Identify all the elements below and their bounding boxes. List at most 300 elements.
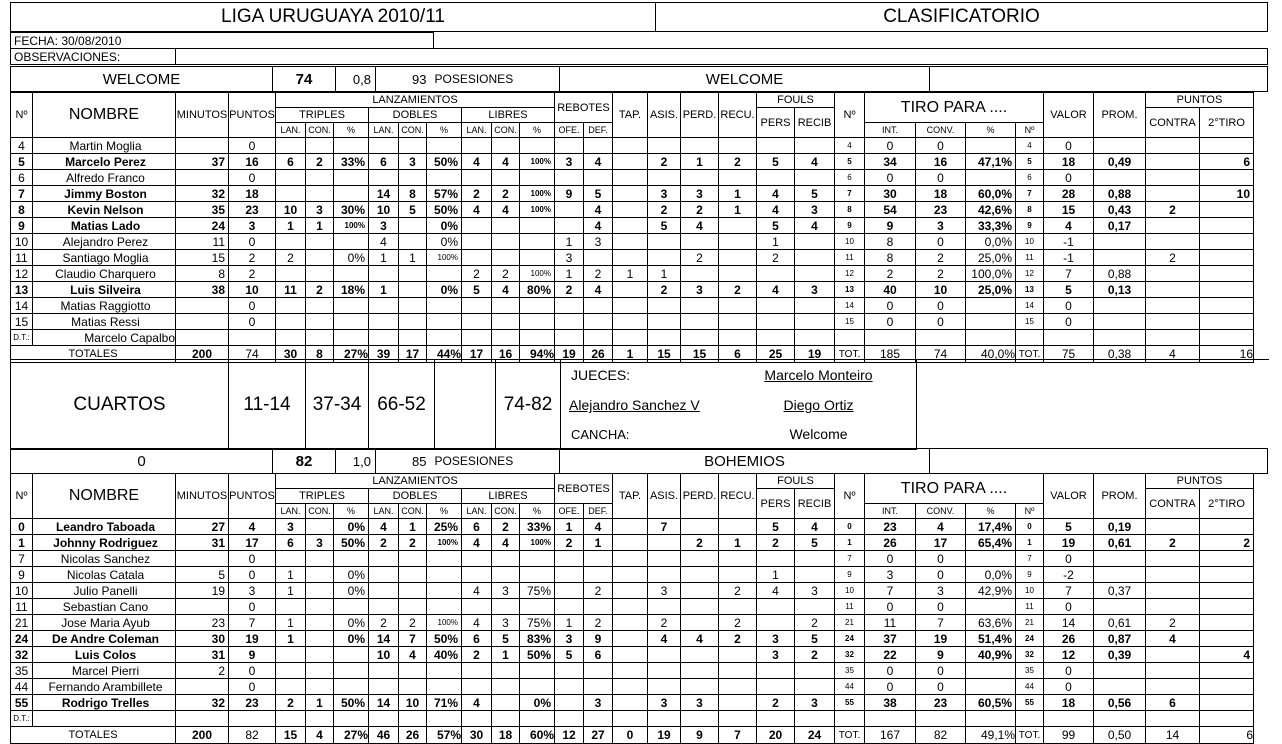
- cell-tl: [276, 186, 306, 202]
- cell-ro: 2: [555, 282, 584, 298]
- cell-dp: [427, 266, 462, 282]
- team2-poss-label: POSESIONES: [435, 449, 560, 474]
- cell-dc: 7: [399, 631, 427, 647]
- cell-dp: [427, 551, 462, 567]
- cell-t2: [1200, 266, 1254, 282]
- cell-n3: 55: [1016, 695, 1044, 711]
- cell-name: Matias Lado: [33, 218, 176, 234]
- cell-dc: [399, 138, 427, 154]
- cell-tl: 2: [276, 695, 306, 711]
- total-dp: 57%: [427, 727, 462, 744]
- cell-pe: [681, 679, 719, 695]
- cell-name: Matias Ressi: [33, 314, 176, 330]
- cell-as: 2: [648, 615, 681, 631]
- cell-no: 1: [11, 535, 33, 551]
- cell-fr: 3: [795, 282, 835, 298]
- cell-ll: 6: [462, 631, 492, 647]
- cell-prom: 0,56: [1094, 695, 1146, 711]
- team2-rows: [11, 519, 1254, 744]
- cell-n2: 4: [835, 138, 865, 154]
- cell-pts: 23: [229, 695, 276, 711]
- cell-tc: 3: [306, 202, 334, 218]
- cell-re: [719, 314, 757, 330]
- cell-n2: 0: [835, 519, 865, 535]
- player-row: [11, 298, 1254, 314]
- cell-n3: 21: [1016, 615, 1044, 631]
- cell-tcv: 2: [916, 266, 966, 282]
- cell-dp: 71%: [427, 695, 462, 711]
- cell-dc: 8: [399, 186, 427, 202]
- cell-ll: [462, 298, 492, 314]
- total-tl: 15: [276, 727, 306, 744]
- cell-dc: 10: [399, 695, 427, 711]
- cell-n3: 24: [1016, 631, 1044, 647]
- cell-as: [648, 679, 681, 695]
- cell-pts: 2: [229, 250, 276, 266]
- cell-fr: 2: [795, 615, 835, 631]
- cell-rd: 4: [584, 218, 613, 234]
- cell-tap: [613, 138, 648, 154]
- cell-n3: 9: [1016, 567, 1044, 583]
- cell-prom: 0,43: [1094, 202, 1146, 218]
- cell-lp: 100%: [520, 154, 555, 170]
- cell-tcv: 0: [916, 663, 966, 679]
- cell-prom: [1094, 170, 1146, 186]
- cell-lc: 2: [492, 519, 520, 535]
- cell-tl: [276, 314, 306, 330]
- cell-tcv: 0: [916, 170, 966, 186]
- cell-fp: [757, 170, 795, 186]
- cell-dp: [427, 567, 462, 583]
- cell-dl: 2: [369, 615, 399, 631]
- cell-tpc: [966, 298, 1016, 314]
- cell-dc: 2: [399, 615, 427, 631]
- cell-dc: 1: [399, 250, 427, 266]
- cell-pe: 1: [681, 154, 719, 170]
- cell-ro: [555, 583, 584, 599]
- cell-prom: [1094, 138, 1146, 154]
- cell-tc: [306, 138, 334, 154]
- cell-lp: 75%: [520, 583, 555, 599]
- total-val: 75: [1044, 346, 1094, 363]
- cell-no: 9: [11, 218, 33, 234]
- cell-dc: [399, 583, 427, 599]
- total-lc: 16: [492, 346, 520, 363]
- team1-ratio: 0,8: [336, 67, 376, 92]
- cell-as: 2: [648, 202, 681, 218]
- cell-rd: 9: [584, 631, 613, 647]
- cell-con: [1146, 218, 1200, 234]
- cell-pe: [681, 519, 719, 535]
- cell-tl: [276, 551, 306, 567]
- cell-pe: [681, 663, 719, 679]
- cell-re: [719, 519, 757, 535]
- player-row: [11, 154, 1254, 170]
- cell-fr: [795, 314, 835, 330]
- cell-lp: 100%: [520, 266, 555, 282]
- cell-dl: 14: [369, 186, 399, 202]
- cell-pts: 0: [229, 679, 276, 695]
- cell-name: Santiago Moglia: [33, 250, 176, 266]
- total-ro: 19: [555, 346, 584, 363]
- cell-dc: [399, 567, 427, 583]
- cell-prom: 0,49: [1094, 154, 1146, 170]
- cell-min: [176, 679, 229, 695]
- cell-pe: [681, 266, 719, 282]
- cell-tl: [276, 298, 306, 314]
- cell-t2: [1200, 234, 1254, 250]
- cell-n3: 11: [1016, 599, 1044, 615]
- cell-con: [1146, 314, 1200, 330]
- cell-re: 1: [719, 202, 757, 218]
- cell-tap: [613, 314, 648, 330]
- team2-ratio: 1,0: [336, 449, 376, 474]
- cell-val: 0: [1044, 551, 1094, 567]
- cell-re: [719, 551, 757, 567]
- cell-fr: 3: [795, 583, 835, 599]
- cell-ro: 3: [555, 154, 584, 170]
- cell-n2: 11: [835, 599, 865, 615]
- cell-tpc: [966, 679, 1016, 695]
- cell-tc: [306, 599, 334, 615]
- cell-n2: 14: [835, 298, 865, 314]
- cell-pts: 0: [229, 298, 276, 314]
- cell-dl: [369, 663, 399, 679]
- total-pe: 15: [681, 346, 719, 363]
- cell-tc: 1: [306, 218, 334, 234]
- cell-tl: 11: [276, 282, 306, 298]
- cell-min: 35: [176, 202, 229, 218]
- cell-prom: [1094, 551, 1146, 567]
- cell-lc: [492, 170, 520, 186]
- cell-min: [176, 314, 229, 330]
- cell-pts: 0: [229, 138, 276, 154]
- cell-pe: [681, 138, 719, 154]
- cell-n3: 10: [1016, 583, 1044, 599]
- cell-dp: 57%: [427, 186, 462, 202]
- total-min: 200: [176, 727, 229, 744]
- cell-ll: 2: [462, 186, 492, 202]
- cell-ro: 1: [555, 519, 584, 535]
- total-tl: 30: [276, 346, 306, 363]
- cell-fp: 4: [757, 202, 795, 218]
- cell-t2: [1200, 298, 1254, 314]
- cell-fp: 3: [757, 631, 795, 647]
- cell-as: 7: [648, 519, 681, 535]
- cell-lp: 100%: [520, 186, 555, 202]
- cell-tp: 0%: [334, 567, 369, 583]
- jueces-label: JUECES:: [571, 367, 631, 383]
- cell-ll: [462, 218, 492, 234]
- cell-dc: 4: [399, 647, 427, 663]
- cell-dp: 50%: [427, 154, 462, 170]
- player-row: [11, 663, 1254, 679]
- cell-re: 2: [719, 631, 757, 647]
- cell-tpc: 51,4%: [966, 631, 1016, 647]
- cell-re: [719, 266, 757, 282]
- cell-no: 11: [11, 599, 33, 615]
- quarter-3: 66-52: [369, 360, 435, 450]
- total-lp: 94%: [520, 346, 555, 363]
- cell-dl: 3: [369, 218, 399, 234]
- cell-lp: [520, 567, 555, 583]
- cell-dc: [399, 218, 427, 234]
- cell-pe: 3: [681, 695, 719, 711]
- cell-no: 12: [11, 266, 33, 282]
- cell-name: Matias Raggiotto: [33, 298, 176, 314]
- cell-con: [1146, 282, 1200, 298]
- cell-tc: [306, 519, 334, 535]
- cell-ro: [555, 679, 584, 695]
- cell-pe: [681, 599, 719, 615]
- cell-n3: 10: [1016, 234, 1044, 250]
- cell-ti: 0: [865, 170, 916, 186]
- total-val: 99: [1044, 727, 1094, 744]
- cell-con: [1146, 186, 1200, 202]
- cell-n2: 12: [835, 266, 865, 282]
- cell-dl: [369, 583, 399, 599]
- cell-lc: 5: [492, 631, 520, 647]
- cell-no: 7: [11, 186, 33, 202]
- cell-tpc: 25,0%: [966, 282, 1016, 298]
- cell-dl: [369, 170, 399, 186]
- cell-tpc: [966, 138, 1016, 154]
- cell-tp: 0%: [334, 615, 369, 631]
- juez-2: Alejandro Sanchez V: [569, 397, 700, 413]
- cell-prom: [1094, 234, 1146, 250]
- cell-tc: [306, 170, 334, 186]
- cell-fp: 4: [757, 186, 795, 202]
- cell-ll: 6: [462, 519, 492, 535]
- total-dl: 46: [369, 727, 399, 744]
- cell-val: 19: [1044, 535, 1094, 551]
- cell-n3: 8: [1016, 202, 1044, 218]
- cell-ro: 1: [555, 234, 584, 250]
- cell-ti: 23: [865, 519, 916, 535]
- cell-ro: [555, 567, 584, 583]
- cell-n3: 14: [1016, 298, 1044, 314]
- cell-name: Nicolas Catala: [33, 567, 176, 583]
- cell-n3: 9: [1016, 218, 1044, 234]
- cell-n2: 8: [835, 202, 865, 218]
- cell-tl: 1: [276, 631, 306, 647]
- cell-ro: [555, 551, 584, 567]
- tot-label: TOT.: [1016, 727, 1044, 744]
- cell-n3: 5: [1016, 154, 1044, 170]
- cell-fp: 5: [757, 218, 795, 234]
- cell-fp: [757, 138, 795, 154]
- cell-rd: 6: [584, 647, 613, 663]
- cell-ti: 0: [865, 138, 916, 154]
- total-t2: 6: [1200, 727, 1254, 744]
- cell-t2: [1200, 314, 1254, 330]
- cell-rd: [584, 663, 613, 679]
- cell-tap: [613, 615, 648, 631]
- team2-possessions: 85: [376, 449, 427, 474]
- jueces-block: [561, 360, 916, 448]
- cell-tl: [276, 647, 306, 663]
- cell-t2: [1200, 551, 1254, 567]
- cell-con: 2: [1146, 535, 1200, 551]
- cell-ti: 26: [865, 535, 916, 551]
- cell-ll: [462, 314, 492, 330]
- cell-tpc: 0,0%: [966, 567, 1016, 583]
- cell-val: 7: [1044, 583, 1094, 599]
- cell-tp: [334, 266, 369, 282]
- cell-re: [719, 647, 757, 663]
- meta-block: [10, 32, 1268, 65]
- cell-pts: 0: [229, 599, 276, 615]
- cell-con: [1146, 551, 1200, 567]
- cell-tcv: 0: [916, 298, 966, 314]
- cell-min: 11: [176, 234, 229, 250]
- cell-tp: [334, 551, 369, 567]
- cell-fp: 4: [757, 583, 795, 599]
- cell-no: 55: [11, 695, 33, 711]
- cell-n3: 1: [1016, 535, 1044, 551]
- cell-min: 32: [176, 186, 229, 202]
- cell-fr: [795, 170, 835, 186]
- team1-stats-table: Nº NOMBRE MINUTOS PUNTOS LANZAMIENTOS REBOTES TAP. ASIS. PERD. RECU. FOULS Nº TIRO PARA .... VALOR PROM. PUNTOS TRIPLES DOBLES LIBRES PERS RECIB CONTRA 2°TIRO LAN. CON. % LAN. CON. % LAN. CON. % OFE. DEF. INT. CONV. % Nº 4 Martin Moglia 0 4 0 0 4 0 5 Marcelo Perez 37 16 6 2 33% 6 3 50% 4 4 100% 3 4 2 1 2 5 4 5 34 16 47,1% 5 18 0,49 6 6 Alfredo Franco 0 6 0 0 6 0 7 Jimmy Boston 32 18 14 8 57% 2 2 100% 9 5 3 3 1 4 5 7 30 18 60,0% 7 28 0,88 10 8 Kevin Nelson 35 23 10 3 30% 10 5 50% 4 4 100% 4 2 2 1 4 3 8 54 23 42,6% 8 15 0,43 2 9 Matias Lado 24 3 1 1 100% 3 0% 4 5 4 5 4 9 9 3 33,3% 9 4 0,17 10 Alejandro Perez 11 0 4 0% 1 3 1 10 8 0 0,0% 10 -1 11 Santiago Moglia 15 2 2 0% 1 1 100% 3 2 2 11 8 2 25,0% 11 -1 2 12 Claudio Charquero 8 2 2 2 100% 1 2 1 1 12 2 2 100,0% 12 7 0,88 13 Luis Silveira 38 10 11 2 18% 1 0% 5 4 80% 2 4 2 3 2 4 3 13 40 10 25,0% 13 5 0,13 14 Matias Raggiotto 0 14 0 0 14 0 15 Matias Ressi 0 15 0 0 15 0 D.T.: Marcelo Capalbo TOTALES 200 74 30 8 27% 39 17 44% 17 16 94% 19 26 1 15 15 6 25 19 TOT. 185 74 40,0% TOT. 75 0,38 4 16: [10, 92, 1254, 363]
- cell-con: 4: [1146, 631, 1200, 647]
- cell-dc: [399, 314, 427, 330]
- cell-prom: 0,61: [1094, 535, 1146, 551]
- cell-as: [648, 170, 681, 186]
- cell-dl: 14: [369, 695, 399, 711]
- cell-name: Kevin Nelson: [33, 202, 176, 218]
- cell-pts: 4: [229, 519, 276, 535]
- cell-tp: 50%: [334, 695, 369, 711]
- cell-ro: 9: [555, 186, 584, 202]
- cell-tap: [613, 695, 648, 711]
- cell-as: [648, 314, 681, 330]
- cell-val: 0: [1044, 298, 1094, 314]
- cell-as: 3: [648, 583, 681, 599]
- cell-as: 3: [648, 695, 681, 711]
- cell-ro: [555, 218, 584, 234]
- cell-n3: 0: [1016, 519, 1044, 535]
- cell-pts: 17: [229, 535, 276, 551]
- cell-rd: [584, 138, 613, 154]
- cell-val: 18: [1044, 154, 1094, 170]
- cell-lc: [492, 551, 520, 567]
- cell-re: [719, 567, 757, 583]
- cell-n3: 32: [1016, 647, 1044, 663]
- cell-ti: 40: [865, 282, 916, 298]
- cell-ti: 38: [865, 695, 916, 711]
- cell-t2: [1200, 202, 1254, 218]
- cell-dl: 6: [369, 154, 399, 170]
- cell-re: [719, 138, 757, 154]
- cell-tl: [276, 138, 306, 154]
- cell-tcv: 23: [916, 695, 966, 711]
- cell-val: 26: [1044, 631, 1094, 647]
- cell-con: [1146, 266, 1200, 282]
- cell-lp: [520, 138, 555, 154]
- cell-tp: [334, 599, 369, 615]
- cell-name: Sebastian Cano: [33, 599, 176, 615]
- cell-n3: 44: [1016, 679, 1044, 695]
- cell-tap: [613, 631, 648, 647]
- cell-ll: [462, 567, 492, 583]
- total-fr: 19: [795, 346, 835, 363]
- cell-dp: [427, 170, 462, 186]
- cell-fp: 4: [757, 282, 795, 298]
- cell-dc: [399, 234, 427, 250]
- player-row: [11, 599, 1254, 615]
- cell-dc: 1: [399, 519, 427, 535]
- cell-tc: 3: [306, 535, 334, 551]
- cell-lp: [520, 170, 555, 186]
- cell-ll: [462, 663, 492, 679]
- cell-t2: [1200, 282, 1254, 298]
- cell-as: 2: [648, 282, 681, 298]
- cell-prom: [1094, 679, 1146, 695]
- cell-ro: 3: [555, 631, 584, 647]
- cell-n2: 32: [835, 647, 865, 663]
- juez-3: Diego Ortiz: [783, 397, 854, 413]
- cell-tpc: 17,4%: [966, 519, 1016, 535]
- cell-fp: 1: [757, 567, 795, 583]
- cell-tpc: 0,0%: [966, 234, 1016, 250]
- cell-tl: 6: [276, 535, 306, 551]
- team2-opponent: BOHEMIOS: [560, 449, 930, 474]
- cell-pts: 10: [229, 282, 276, 298]
- cell-dp: [427, 583, 462, 599]
- cell-prom: 0,87: [1094, 631, 1146, 647]
- team1-points: 74: [273, 67, 336, 92]
- team2-header: [10, 448, 1268, 474]
- total-pts: 74: [229, 346, 276, 363]
- cell-lc: [492, 679, 520, 695]
- cell-as: [648, 647, 681, 663]
- cell-tap: [613, 679, 648, 695]
- cell-ll: 4: [462, 695, 492, 711]
- cell-rd: [584, 599, 613, 615]
- player-row: [11, 186, 1254, 202]
- cell-dl: [369, 599, 399, 615]
- quarter-1: 11-14: [229, 360, 306, 450]
- cell-prom: 0,88: [1094, 266, 1146, 282]
- cell-tc: [306, 631, 334, 647]
- cell-dp: 0%: [427, 218, 462, 234]
- player-row: [11, 138, 1254, 154]
- cell-pts: 16: [229, 154, 276, 170]
- cell-tap: 1: [613, 266, 648, 282]
- cell-lp: 33%: [520, 519, 555, 535]
- cell-name: De Andre Coleman: [33, 631, 176, 647]
- cell-dc: 3: [399, 154, 427, 170]
- league-title: LIGA URUGUAYA 2010/11: [11, 3, 656, 32]
- total-as: 19: [648, 727, 681, 744]
- cell-con: 2: [1146, 202, 1200, 218]
- cell-dp: 100%: [427, 250, 462, 266]
- cell-tp: [334, 647, 369, 663]
- cell-tcv: 7: [916, 615, 966, 631]
- cell-min: [176, 170, 229, 186]
- cell-ti: 8: [865, 250, 916, 266]
- cell-tpc: 42,6%: [966, 202, 1016, 218]
- cell-ro: [555, 298, 584, 314]
- cell-ro: [555, 599, 584, 615]
- cell-lp: [520, 679, 555, 695]
- cell-prom: 0,37: [1094, 583, 1146, 599]
- cell-val: 0: [1044, 599, 1094, 615]
- cell-rd: 4: [584, 282, 613, 298]
- cell-lc: 3: [492, 615, 520, 631]
- totales-label: TOTALES: [11, 346, 176, 363]
- cell-re: [719, 170, 757, 186]
